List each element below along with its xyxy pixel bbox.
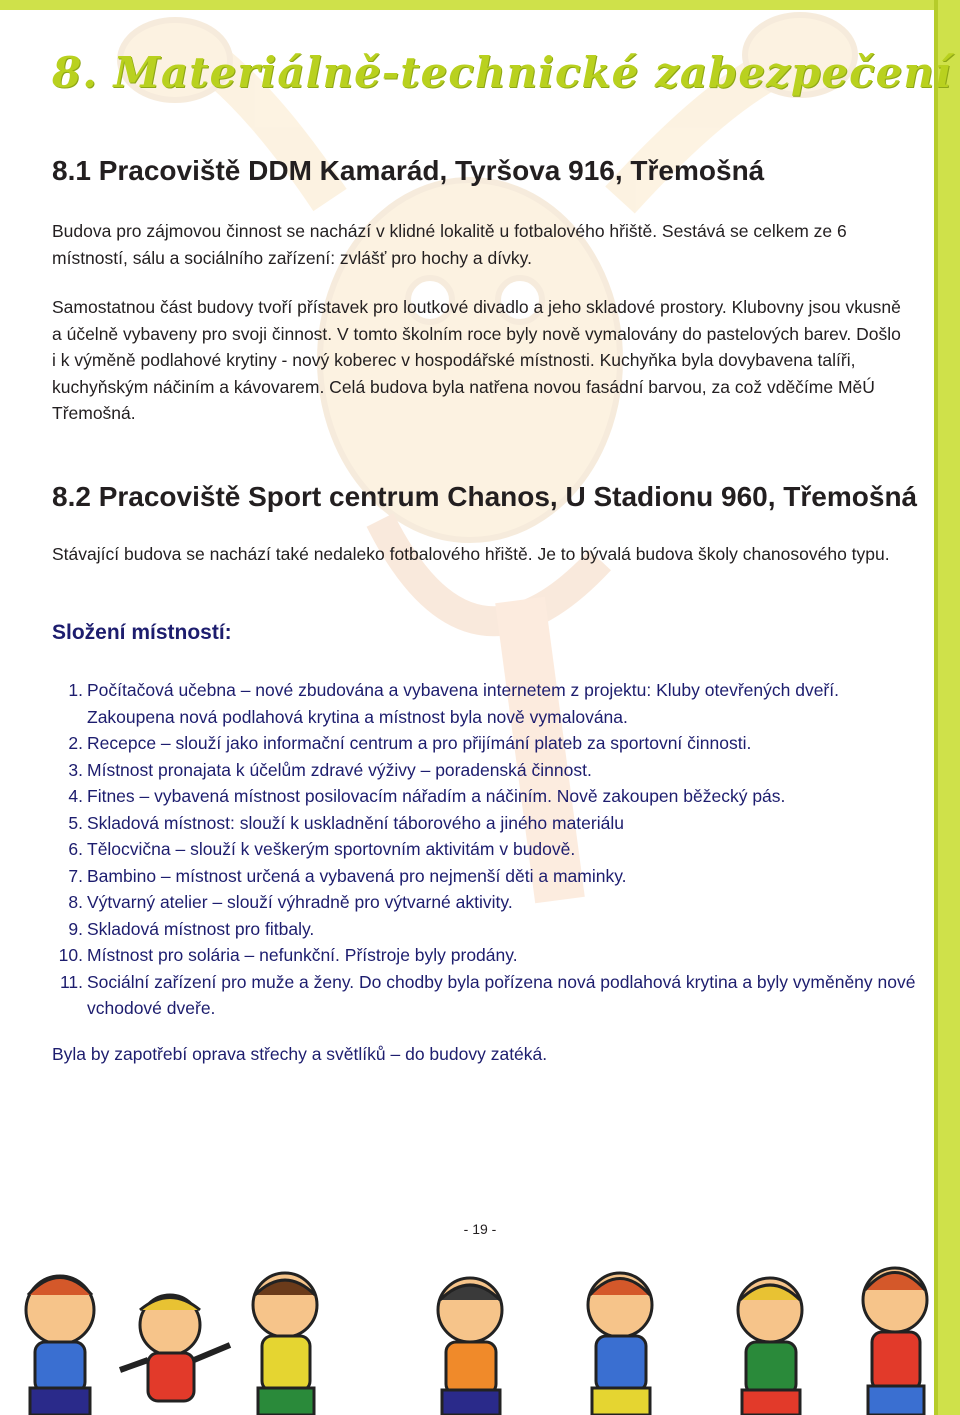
- list-item: [52, 810, 922, 837]
- page-title: 8. Materiálně-technické zabezpečení: [52, 48, 952, 97]
- list-item-number: 8.: [68, 892, 83, 912]
- kid-figure-3: [253, 1273, 317, 1415]
- list-item-text: Počítačová učebna – nové zbudována a vybavena internetem z projektu: Kluby otevřených dveří. Zakoupena nová podlahová krytina a místnost byla nově vymalována.: [87, 680, 839, 727]
- list-item-number: 1.: [68, 680, 83, 700]
- page-number: - 19 -: [463, 1221, 497, 1237]
- list-item: [52, 889, 922, 916]
- section-heading-8-1: 8.1 Pracoviště DDM Kamarád, Tyršova 916, Třemošná: [52, 155, 765, 186]
- list-item-text: Tělocvična – slouží k veškerým sportovním aktivitám v budově.: [87, 839, 576, 859]
- list-item-number: 9.: [68, 918, 83, 939]
- section-heading-8-2: 8.2 Pracoviště Sport centrum Chanos, U Stadionu 960, Třemošná: [52, 481, 918, 512]
- list-item: [52, 677, 922, 730]
- list-item-number: 4.: [68, 786, 83, 806]
- rooms-list: [52, 677, 922, 1022]
- list-item-number: 7.: [68, 865, 83, 886]
- list-item-text: Výtvarný atelier – slouží výhradně pro výtvarné aktivity.: [87, 892, 513, 912]
- kid-figure-5: [588, 1273, 652, 1415]
- section-8-1-paragraph-2: Samostatnou část budovy tvoří přístavek pro loutkové divadlo a jeho skladové prostory. Klubovny jsou vkusně a účelně vybaveny pro svoji činnost. V tomto školním roce byly nově vymalovány do pastelových barev. Došlo i k výměně podlahové krytiny - nový koberec v hospodářské místnosti. Kuchyňka byla dovybavena talíři, kuchyňským náčiním a kávovarem. Celá budova byla natřena novou fasádní barvou, za což vděčíme MěÚ Třemošná.: [52, 297, 901, 423]
- list-item-text: Fitnes – vybavená místnost posilovacím nářadím a náčiním. Nově zakoupen běžecký pás.: [87, 786, 786, 806]
- cartoon-kids-illustration: [0, 1250, 960, 1415]
- list-item: [52, 730, 922, 757]
- list-item: [52, 863, 922, 890]
- list-item-text: Recepce – slouží jako informační centrum a pro přijímání plateb za sportovní činnosti.: [87, 733, 752, 753]
- kid-figure-2: [120, 1295, 230, 1401]
- list-item-number: 2.: [68, 733, 83, 753]
- list-item: [52, 916, 922, 943]
- kid-figure-7: [863, 1268, 927, 1415]
- kid-figure-6: [738, 1278, 802, 1415]
- list-item-text: Skladová místnost pro fitbaly.: [87, 918, 315, 939]
- kid-figure-4: [438, 1278, 502, 1415]
- rooms-heading: Složení místností:: [52, 621, 232, 644]
- list-item-text: Místnost pro solária – nefunkční. Přístroje byly prodány.: [87, 945, 518, 965]
- closing-note: Byla by zapotřebí oprava střechy a světlíků – do budovy zatéká.: [52, 1044, 548, 1064]
- list-item-number: 3.: [68, 759, 83, 780]
- list-item: [52, 969, 922, 1022]
- list-item-number: 10.: [58, 945, 83, 965]
- list-item-text: Skladová místnost: slouží k uskladnění táborového a jiného materiálu: [87, 812, 624, 833]
- kid-figure-1: [26, 1276, 94, 1415]
- section-8-2-intro: Stávající budova se nachází také nedaleko fotbalového hřiště. Je to bývalá budova školy chanosového typu.: [52, 544, 890, 564]
- list-item-number: 11.: [59, 971, 83, 992]
- list-item-text: Místnost pronajata k účelům zdravé výživy – poradenská činnost.: [87, 759, 592, 780]
- list-item: [52, 836, 922, 863]
- list-item: [52, 783, 922, 810]
- list-item-number: 6.: [68, 839, 83, 859]
- list-item-text: Sociální zařízení pro muže a ženy. Do chodby byla pořízena nová podlahová krytina a byly vyměněny nové vchodové dveře.: [87, 971, 916, 1018]
- list-item: [52, 942, 922, 969]
- list-item: [52, 757, 922, 784]
- list-item-text: Bambino – místnost určená a vybavená pro nejmenší děti a maminky.: [87, 865, 627, 886]
- section-8-1-paragraph-1: Budova pro zájmovou činnost se nachází v klidné lokalitě u fotbalového hřiště. Sestává se celkem ze 6 místností, sálu a sociálního zařízení: zvlášť pro hochy a dívky.: [52, 221, 847, 268]
- list-item-number: 5.: [68, 812, 83, 833]
